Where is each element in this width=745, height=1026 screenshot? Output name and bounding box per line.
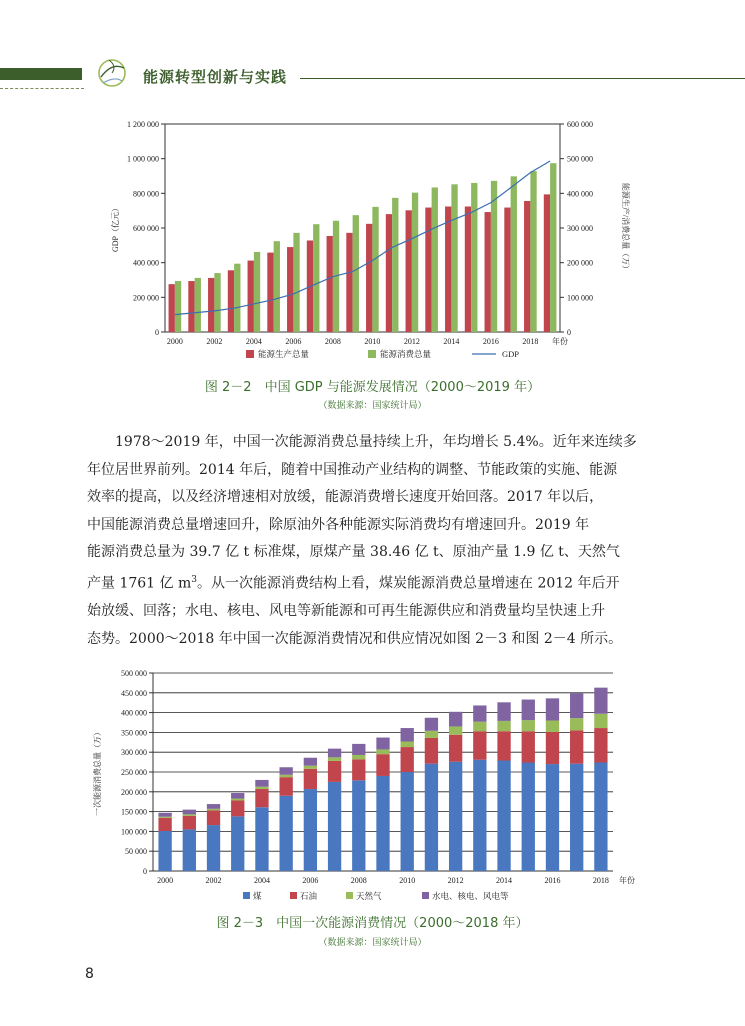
x-tick-label: 2018	[522, 337, 539, 346]
bar-segment-oil	[497, 731, 510, 760]
y-axis-label: 一次能源消费总量（万）	[93, 728, 102, 816]
bar-segment-renewables	[328, 749, 341, 758]
bar-segment-renewables	[497, 702, 510, 721]
bar-segment-renewables	[158, 813, 171, 817]
y-tick-label: 200 000	[121, 787, 147, 797]
bar-segment-renewables	[449, 712, 462, 727]
bar-segment-coal	[473, 760, 486, 871]
bar-segment-oil	[158, 818, 171, 831]
bar-segment-gas	[449, 726, 462, 734]
x-tick-label: 2010	[364, 337, 381, 346]
x-tick-label: 2016	[482, 337, 499, 346]
bar-segment-oil	[594, 728, 607, 762]
bar-segment-gas	[207, 809, 220, 811]
bar-segment-coal	[304, 789, 317, 871]
bar-segment-coal	[401, 772, 414, 871]
y-tick-label: 350 000	[121, 728, 147, 738]
x-tick-label: 2002	[206, 337, 223, 346]
bar-segment-oil	[304, 769, 317, 789]
figure1-caption: 图 2－2 中国 GDP 与能源发展情况（2000～2019 年）	[204, 380, 541, 395]
bar-segment-renewables	[376, 738, 389, 750]
y2-tick-label: 100 000	[567, 293, 593, 303]
y2-tick-label: 300 000	[567, 224, 593, 233]
paragraph-line: 能源消费总量为 39.7 亿 t 标准煤，原煤产量 38.46 亿 t、原油产量 1.9 亿 t、天然气	[87, 544, 620, 561]
x-tick-label: 2004	[253, 876, 270, 885]
y-tick-label: 150 000	[121, 807, 147, 817]
y-axis-label: GDP（亿元）	[111, 203, 120, 253]
legend-swatch-gas	[346, 892, 353, 899]
figure1-source: （数据来源：国家统计局）	[318, 401, 427, 411]
legend-swatch-coal	[243, 892, 250, 899]
x-tick-label: 2002	[205, 876, 222, 885]
legend-label-oil: 石油	[300, 891, 318, 901]
paragraph-text: 产量 1761 亿 m	[87, 575, 192, 592]
figure2-source: （数据来源：国家统计局）	[318, 938, 427, 948]
legend-swatch-renewables	[422, 892, 429, 899]
y-tick-label: 300 000	[121, 748, 147, 758]
bar-segment-renewables	[546, 698, 559, 720]
x-tick-label: 2008	[324, 337, 341, 346]
legend-label-gas: 天然气	[356, 891, 382, 901]
bar-segment-coal	[255, 807, 268, 871]
y2-tick-label: 200 000	[567, 258, 593, 268]
bar-segment-oil	[328, 761, 341, 782]
paragraph-line: 态势。2000～2018 年中国一次能源消费情况和供应情况如图 2－3 和图 2－4 所示。	[87, 630, 623, 647]
y-tick-label: 250 000	[121, 768, 147, 777]
legend-swatch-oil	[290, 892, 297, 899]
paragraph-text: 。从一次能源消费结构上看，煤炭能源消费总量增速在 2012 年后开	[197, 575, 620, 592]
bar-segment-renewables	[207, 804, 220, 809]
bar-segment-coal	[594, 762, 607, 871]
y-tick-label: 100 000	[121, 827, 147, 837]
bar-segment-gas	[158, 817, 171, 818]
x-tick-label: 2004	[245, 337, 262, 346]
bar-segment-renewables	[522, 700, 535, 721]
bar-segment-coal	[183, 829, 196, 871]
bar-segment-oil	[570, 730, 583, 763]
y-tick-label: 400 000	[121, 708, 147, 718]
bar-segment-gas	[280, 775, 293, 777]
y-tick-label: 1 000 000	[127, 154, 159, 164]
bar-segment-gas	[425, 731, 438, 738]
bar-segment-renewables	[425, 718, 438, 731]
paragraph-line: 1978～2019 年，中国一次能源消费总量持续上升，年均增长 5.4%。近年来连续多	[115, 434, 637, 450]
x-tick-label: 2006	[302, 876, 319, 885]
x-tick-label: 2014	[496, 876, 513, 885]
y-tick-label: 50 000	[125, 847, 147, 857]
bar-segment-gas	[401, 742, 414, 748]
y2-tick-label: 500 000	[567, 154, 593, 164]
bar-segment-gas	[231, 799, 244, 801]
bar-segment-renewables	[473, 705, 486, 721]
bar-segment-coal	[425, 764, 438, 871]
x-tick-label: 2006	[285, 337, 302, 346]
page-number: 8	[85, 966, 94, 982]
legend-label-production: 能源生产总量	[258, 349, 310, 359]
y2-tick-label: 600 000	[567, 120, 593, 129]
bar-segment-renewables	[401, 728, 414, 741]
bar-segment-gas	[183, 814, 196, 816]
x-tick-label: 2012	[403, 337, 420, 346]
bar-segment-oil	[376, 754, 389, 776]
y2-tick-label: 400 000	[567, 189, 593, 199]
bar-segment-oil	[207, 810, 220, 825]
y-tick-label: 800 000	[133, 189, 159, 199]
bar-segment-coal	[570, 764, 583, 871]
bar-segment-oil	[280, 777, 293, 796]
bar-segment-gas	[473, 722, 486, 732]
bar-segment-renewables	[594, 688, 607, 714]
running-header-title: 能源转型创新与实践	[143, 68, 288, 86]
bar-segment-gas	[255, 787, 268, 789]
paragraph-line: 年位居世界前列。2014 年后，随着中国推动产业结构的调整、节能政策的实施、能源	[87, 461, 618, 478]
y-tick-label: 0	[155, 328, 159, 337]
bar-segment-oil	[401, 747, 414, 772]
x-tick-label: 2012	[447, 876, 464, 885]
y2-tick-label: 0	[567, 328, 571, 337]
bar-segment-coal	[376, 776, 389, 871]
bar-segment-gas	[376, 749, 389, 754]
y-tick-label: 500 000	[121, 669, 147, 678]
bar-segment-gas	[497, 721, 510, 731]
paragraph-line: 始放缓、回落；水电、核电、风电等新能源和可再生能源供应和消费量均呈快速上升	[87, 603, 605, 620]
x-axis-unit: 年份	[619, 876, 635, 885]
bar-segment-renewables	[231, 793, 244, 799]
bar-segment-coal	[352, 780, 365, 871]
x-tick-label: 2014	[443, 337, 460, 346]
bar-segment-oil	[546, 732, 559, 764]
bar-segment-gas	[304, 766, 317, 769]
x-tick-label: 2008	[350, 876, 367, 885]
y-tick-label: 400 000	[133, 258, 159, 268]
bar-segment-gas	[546, 721, 559, 732]
bar-segment-coal	[231, 816, 244, 871]
x-tick-label: 2010	[399, 876, 416, 885]
y2-axis-label: 能源生产/消费总量（万）	[621, 182, 630, 274]
bar-segment-renewables	[255, 780, 268, 787]
legend-label-coal: 煤	[253, 891, 262, 901]
bar-segment-oil	[231, 801, 244, 817]
legend-label-renewables: 水电、核电、风电等	[432, 891, 509, 901]
bar-segment-oil	[183, 816, 196, 829]
bar-segment-gas	[570, 718, 583, 730]
y-tick-label: 200 000	[133, 293, 159, 303]
bar-segment-gas	[594, 714, 607, 728]
bar-segment-coal	[158, 831, 171, 871]
paragraph-line: 效率的提高，以及经济增速相对放缓，能源消费增长速度开始回落。2017 年以后，	[87, 489, 604, 506]
y-tick-label: 600 000	[133, 224, 159, 233]
bar-segment-gas	[352, 755, 365, 759]
figure2-caption: 图 2－3 中国一次能源消费情况（2000～2018 年）	[216, 916, 529, 931]
bar-segment-renewables	[280, 767, 293, 775]
bar-segment-coal	[522, 762, 535, 871]
bar-segment-oil	[522, 731, 535, 762]
bar-segment-renewables	[183, 810, 196, 815]
y-tick-label: 0	[143, 867, 147, 876]
bar-segment-oil	[352, 759, 365, 780]
bar-segment-coal	[449, 762, 462, 871]
bar-segment-coal	[280, 796, 293, 871]
x-tick-label: 2018	[592, 876, 609, 885]
bar-segment-oil	[473, 731, 486, 760]
bar-segment-coal	[328, 782, 341, 871]
paragraph-line: 中国能源消费总量增速回升，除原油外各种能源实际消费均有增速回升。2019 年	[87, 516, 590, 533]
x-axis-unit: 年份	[552, 337, 568, 346]
bar-segment-oil	[255, 789, 268, 807]
y-tick-label: 1 200 000	[127, 120, 159, 129]
bar-segment-coal	[207, 825, 220, 871]
legend-label-consumption: 能源消费总量	[380, 349, 432, 359]
bar-segment-gas	[328, 757, 341, 761]
bar-segment-gas	[522, 720, 535, 731]
x-tick-label: 2016	[544, 876, 561, 885]
bar-segment-oil	[425, 738, 438, 764]
x-tick-label: 2000	[166, 337, 183, 346]
superscript-three: 3	[191, 574, 197, 585]
bar-segment-oil	[449, 735, 462, 762]
bar-segment-renewables	[570, 693, 583, 718]
bar-segment-coal	[546, 764, 559, 871]
bar-segment-renewables	[352, 744, 365, 755]
bar-segment-renewables	[304, 758, 317, 766]
legend-label-gdp: GDP	[502, 349, 520, 359]
x-tick-label: 2000	[157, 876, 174, 885]
bar-segment-coal	[497, 761, 510, 871]
y-tick-label: 450 000	[121, 688, 147, 698]
